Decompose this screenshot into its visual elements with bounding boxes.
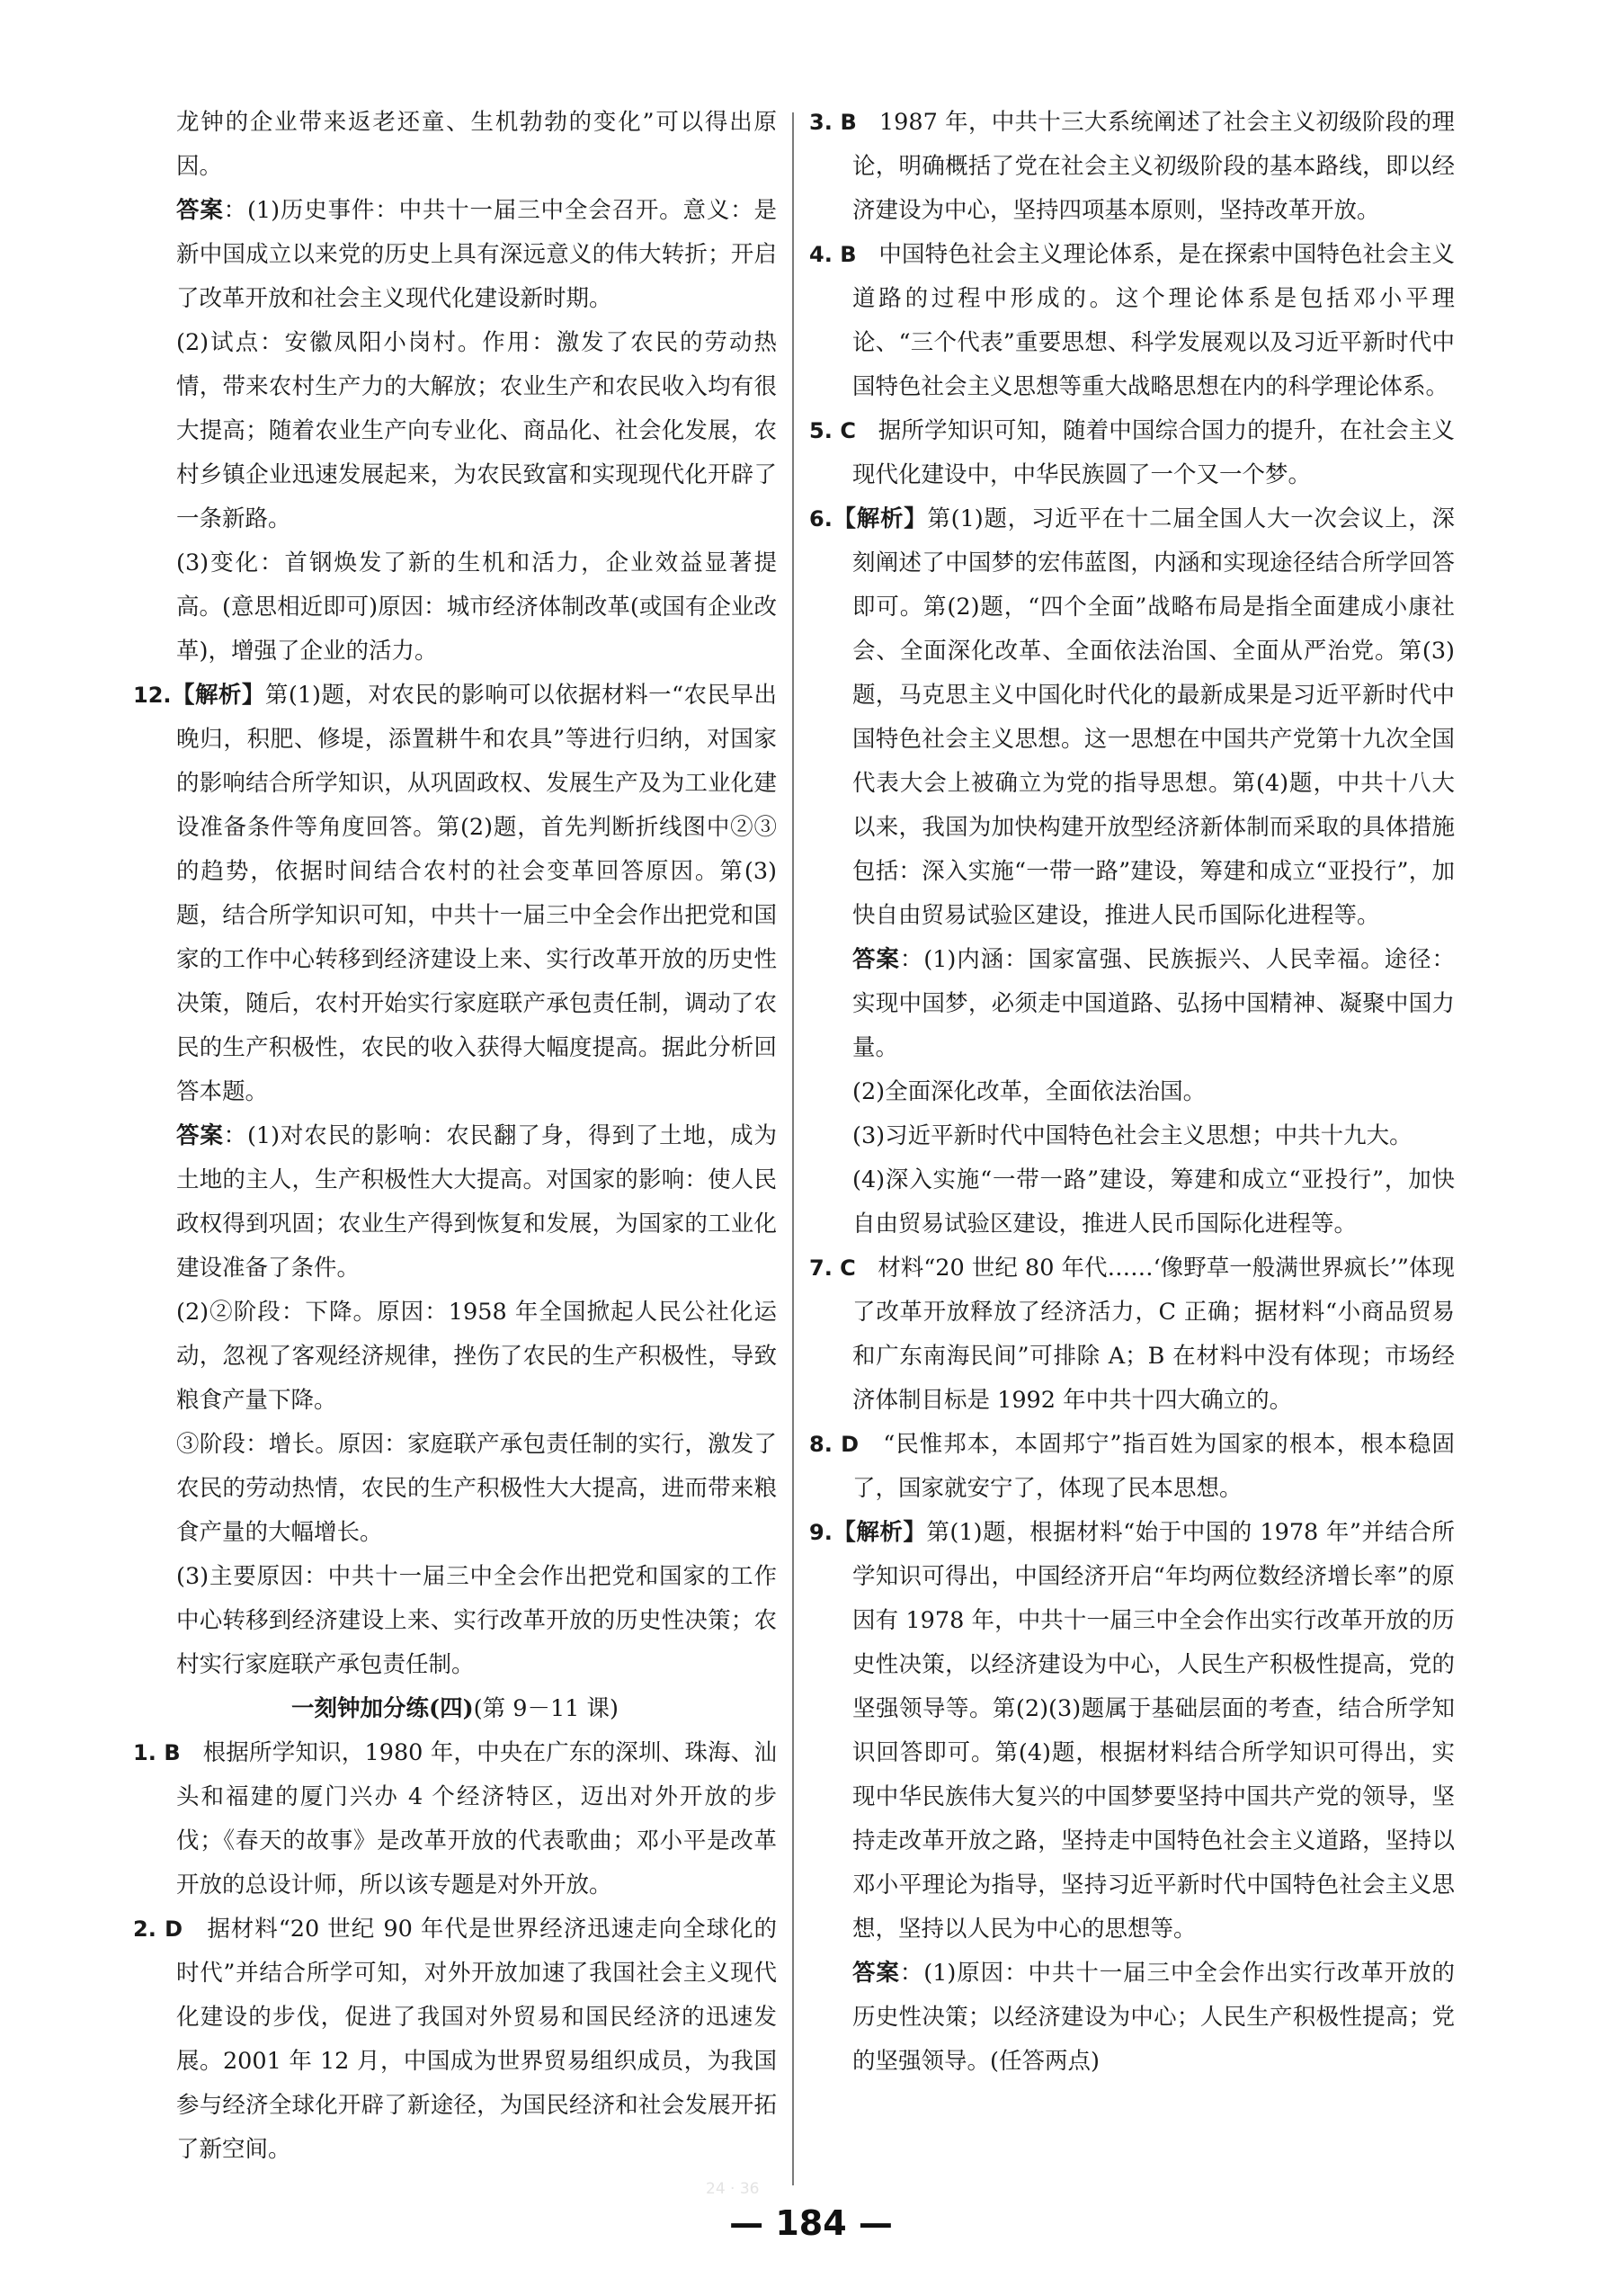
question-number: 7. C: [809, 1255, 856, 1281]
left-paragraph-continued: 龙钟的企业带来返老还童、生机勃勃的变化”可以得出原因。: [176, 109, 777, 180]
column-divider: [792, 112, 794, 2185]
analysis-label: 【解析】: [832, 505, 928, 532]
answer-6-part-3: (3)习近平新时代中国特色社会主义思想；中共十九大。: [852, 1122, 1413, 1149]
question-4: 4. B 中国特色社会主义理论体系，是在探索中国特色社会主义道路的过程中形成的。这个理论体系是包括邓小平理论、“三个代表”重要思想、科学发展观以及习近平新时代中国特色社会主义思想等重大战略思想在内的科学理论体系。: [809, 241, 1455, 400]
answer-9-part-1: 答案：(1)原因：中共十一届三中全会作出实行改革开放的历史性决策；以经济建设为中心；人民生产积极性提高；党的坚强领导。(任答两点): [852, 1960, 1455, 2075]
question-8: 8. D “民惟邦本，本固邦宁”指百姓为国家的根本，根本稳固了，国家就安宁了，体现了民本思想。: [809, 1431, 1455, 1502]
question-number: 2. D: [133, 1916, 183, 1942]
question-2: 2. D 据材料“20 世纪 90 年代是世界经济迅速走向全球化的时代”并结合所学可知，对外开放加速了我国社会主义现代化建设的步伐，促进了我国对外贸易和国民经济的迅速发展。2001 年 12 月，中国成为世界贸易组织成员，为我国参与经济全球化开辟了新途径，为国民经济和社会发展开拓了新空间。: [133, 1916, 777, 2163]
answer-11-part-3: (3)变化：首钢焕发了新的生机和活力，企业效益显著提高。(意思相近即可)原因：城市经济体制改革(或国有企业改革)，增强了企业的活力。: [176, 549, 777, 665]
question-9-analysis: 9.【解析】第(1)题，根据材料“始于中国的 1978 年”并结合所学知识可得出，中国经济开启“年均两位数经济增长率”的原因有 1978 年，中共十一届三中全会作出实行改革开放的历史性决策，以经济建设为中心，人民生产积极性提高，党的坚强领导等。第(2)(3)题属于基础层面的考查，结合所学知识回答即可。第(4)题，根据材料结合所学知识可得出，实现中华民族伟大复兴的中国梦要坚持中国共产党的领导，坚持走改革开放之路，坚持走中国特色社会主义道路，坚持以邓小平理论为指导，坚持习近平新时代中国特色社会主义思想，坚持以人民为中心的思想等。: [809, 1519, 1455, 1943]
answer-12-part-3: ③阶段：增长。原因：家庭联产承包责任制的实行，激发了农民的劳动热情，农民的生产积极性大大提高，进而带来粮食产量的大幅增长。: [176, 1431, 777, 1546]
question-number: 1. B: [133, 1740, 181, 1765]
question-5: 5. C 据所学知识可知，随着中国综合国力的提升，在社会主义现代化建设中，中华民族圆了一个又一个梦。: [809, 417, 1455, 488]
question-number: 4. B: [809, 242, 857, 267]
answer-12-part-2: (2)②阶段：下降。原因：1958 年全国掀起人民公社化运动，忽视了客观经济规律，挫伤了农民的生产积极性，导致粮食产量下降。: [176, 1299, 777, 1414]
answer-6-part-2: (2)全面深化改革，全面依法治国。: [852, 1078, 1207, 1105]
page-number: — 184 —: [729, 2203, 893, 2243]
question-3: 3. B 1987 年，中共十三大系统阐述了社会主义初级阶段的理论，明确概括了党在社会主义初级阶段的基本路线，即以经济建设为中心，坚持四项基本原则，坚持改革开放。: [809, 109, 1455, 224]
question-number: 8. D: [809, 1432, 860, 1457]
question-number: 6.: [809, 506, 833, 532]
analysis-label: 【解析】: [832, 1519, 927, 1546]
faint-watermark: 24 · 36: [706, 2180, 760, 2198]
right-column: [809, 101, 1455, 2084]
question-12-analysis: 12.【解析】第(1)题，对农民的影响可以依据材料一“农民早出晚归，积肥、修堤，添置耕牛和农具”等进行归纳，对国家的影响结合所学知识，从巩固政权、发展生产及为工业化建设准备条件等角度回答。第(2)题，首先判断折线图中②③的趋势，依据时间结合农村的社会变革回答原因。第(3)题，结合所学知识可知，中共十一届三中全会作出把党和国家的工作中心转移到经济建设上来、实行改革开放的历史性决策，随后，农村开始实行家庭联产承包责任制，调动了农民的生产积极性，农民的收入获得大幅度提高。据此分析回答本题。: [133, 682, 777, 1105]
analysis-label: 【解析】: [171, 682, 265, 709]
question-6-analysis: 6.【解析】第(1)题，习近平在十二届全国人大一次会议上，深刻阐述了中国梦的宏伟蓝图，内涵和实现途径结合所学回答即可。第(2)题，“四个全面”战略布局是指全面建成小康社会、全面深化改革、全面依法治国、全面从严治党。第(3)题，马克思主义中国化时代化的最新成果是习近平新时代中国特色社会主义思想。这一思想在中国共产党第十九次全国代表大会上被确立为党的指导思想。第(4)题，中共十八大以来，我国为加快构建开放型经济新体制而采取的具体措施包括：深入实施“一带一路”建设，筹建和成立“亚投行”，加快自由贸易试验区建设，推进人民币国际化进程等。: [809, 505, 1455, 929]
question-number: 12.: [133, 683, 172, 708]
answer-12-part-4: (3)主要原因：中共十一届三中全会作出把党和国家的工作中心转移到经济建设上来、实行改革开放的历史性决策；农村实行家庭联产承包责任制。: [176, 1563, 777, 1678]
question-number: 9.: [809, 1520, 833, 1545]
answer-6-part-4: (4)深入实施“一带一路”建设，筹建和成立“亚投行”，加快自由贸易试验区建设，推进人民币国际化进程等。: [852, 1166, 1455, 1237]
answer-11-part-2: (2)试点：安徽凤阳小岗村。作用：激发了农民的劳动热情，带来农村生产力的大解放；农业生产和农民收入均有很大提高；随着农业生产向专业化、商品化、社会化发展，农村乡镇企业迅速发展起来，为农民致富和实现现代化开辟了一条新路。: [176, 329, 777, 532]
answer-label: 答案: [852, 946, 900, 973]
question-7: 7. C 材料“20 世纪 80 年代……‘像野草一般满世界疯长’”体现了改革开放释放了经济活力，C 正确；据材料“小商品贸易和广东南海民间”可排除 A；B 在材料中没有体现；市场经济体制目标是 1992 年中共十四大确立的。: [809, 1255, 1456, 1414]
left-column: [133, 101, 777, 2172]
answer-label: 答案: [176, 197, 224, 224]
section-title: 一刻钟加分练(四)(第 9－11 课): [291, 1695, 619, 1722]
question-number: 5. C: [809, 418, 856, 443]
answer-label: 答案: [852, 1960, 900, 1987]
section-subtitle: (第 9－11 课): [473, 1695, 619, 1722]
question-number: 3. B: [809, 110, 857, 135]
answer-6-part-1: 答案：(1)内涵：国家富强、民族振兴、人民幸福。途径：实现中国梦，必须走中国道路、弘扬中国精神、凝聚中国力量。: [852, 946, 1455, 1061]
answer-label: 答案: [176, 1122, 224, 1149]
question-1: 1. B 根据所学知识，1980 年，中央在广东的深圳、珠海、汕头和福建的厦门兴办 4 个经济特区，迈出对外开放的步伐；《春天的故事》是改革开放的代表歌曲；邓小平是改革开放的总设计师，所以该专题是对外开放。: [133, 1739, 777, 1898]
answer-11-part-1: 答案：(1)历史事件：中共十一届三中全会召开。意义：是新中国成立以来党的历史上具有深远意义的伟大转折；开启了改革开放和社会主义现代化建设新时期。: [176, 197, 777, 312]
answer-12-part-1: 答案：(1)对农民的影响：农民翻了身，得到了土地，成为土地的主人，生产积极性大大提高。对国家的影响：使人民政权得到巩固；农业生产得到恢复和发展，为国家的工业化建设准备了条件。: [176, 1122, 777, 1282]
